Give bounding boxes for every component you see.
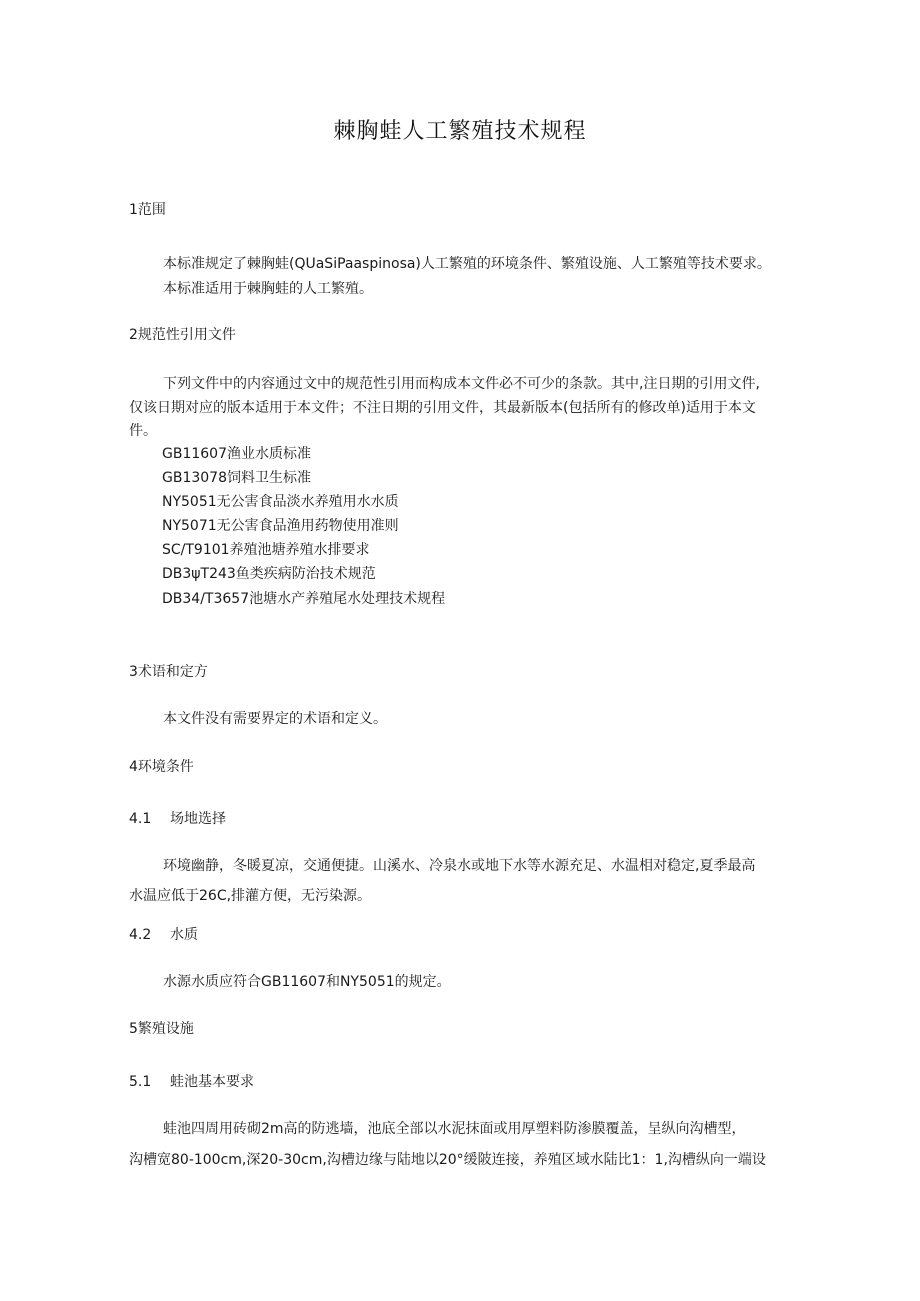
subsection-5-1-line-1: 蛙池四周用砖砌2m高的防逃墙，池底全部以水泥抹面或用厚塑料防渗膜覆盖，呈纵向沟槽型， — [163, 1121, 746, 1137]
subsection-4-1-line-1: 环境幽静，冬暖夏凉，交通便捷。山溪水、冷泉水或地下水等水源充足、水温相对稳定,夏季最高 — [163, 858, 756, 874]
section-1-paragraph-1: 本标准规定了棘胸蛙(QUaSiPaaspinosa)人工繁殖的环境条件、繁殖设施、人工繁殖等技术要求。 — [163, 256, 771, 272]
section-4-heading: 4环境条件 — [129, 759, 194, 775]
section-1-paragraph-2: 本标准适用于棘胸蛙的人工繁殖。 — [163, 281, 373, 297]
reference-item: DB3ψT243鱼类疾病防治技术规范 — [162, 566, 376, 582]
section-1-heading: 1范围 — [129, 202, 166, 218]
subsection-4-1-title: 场地选择 — [170, 811, 226, 827]
section-2-paragraph-line-2: 仅该日期对应的版本适用于本文件；不注日期的引用文件，其最新版本(包括所有的修改单)适用于本文 — [129, 400, 756, 416]
reference-item: NY5071无公害食品渔用药物使用准则 — [162, 518, 399, 534]
reference-item: GB11607渔业水质标准 — [162, 446, 311, 462]
subsection-4-2-paragraph: 水源水质应符合GB11607和NY5051的规定。 — [163, 974, 451, 990]
section-2-paragraph-line-1: 下列文件中的内容通过文中的规范性引用而构成本文件必不可少的条款。其中,注日期的引用文件, — [163, 376, 760, 392]
reference-item: GB13078饲料卫生标准 — [162, 470, 311, 486]
section-2-heading: 2规范性引用文件 — [129, 327, 236, 343]
document-title: 棘胸蛙人工繁殖技术规程 — [333, 119, 587, 144]
section-3-heading: 3术语和定方 — [129, 664, 208, 680]
subsection-4-1-number: 4.1 — [129, 811, 152, 827]
subsection-4-2-number: 4.2 — [129, 927, 152, 943]
subsection-5-1-number: 5.1 — [129, 1074, 152, 1090]
section-2-paragraph-line-3: 件。 — [129, 423, 157, 439]
reference-item: NY5051无公害食品淡水养殖用水水质 — [162, 494, 399, 510]
reference-item: DB34/T3657池塘水产养殖尾水处理技术规程 — [162, 591, 446, 607]
subsection-5-1-title: 蛙池基本要求 — [170, 1074, 254, 1090]
section-3-paragraph: 本文件没有需要界定的术语和定义。 — [163, 711, 387, 727]
reference-item: SC/T9101养殖池塘养殖水排要求 — [162, 542, 370, 558]
subsection-4-1-line-2: 水温应低于26C,排灌方便，无污染源。 — [129, 888, 372, 904]
section-5-heading: 5繁殖设施 — [129, 1021, 194, 1037]
subsection-4-2-title: 水质 — [170, 927, 198, 943]
subsection-5-1-line-2: 沟槽宽80-100cm,深20-30cm,沟槽边缘与陆地以20°缓陂连接，养殖区域水陆比1：1,沟槽纵向一端设 — [129, 1152, 766, 1168]
